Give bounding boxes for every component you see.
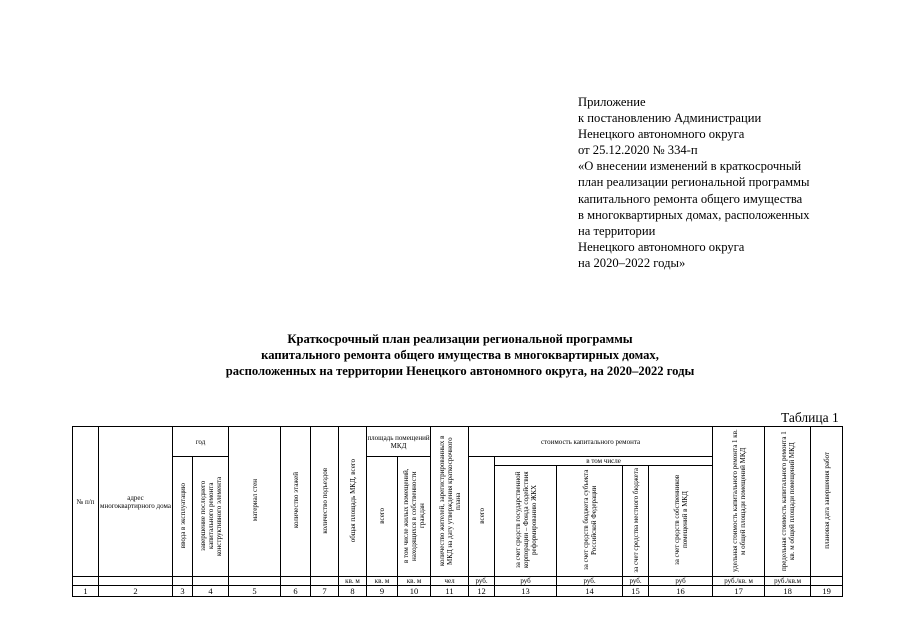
header-cost-total: всего bbox=[469, 457, 495, 577]
unit-cell: руб./кв.м bbox=[765, 577, 811, 586]
annex-header bbox=[578, 94, 878, 271]
unit-cell: руб. bbox=[623, 577, 649, 586]
column-number: 19 bbox=[811, 586, 843, 597]
column-number: 16 bbox=[649, 586, 713, 597]
header-planned-date: плановая дата завершения работ bbox=[811, 427, 843, 577]
column-numbers-row bbox=[73, 586, 843, 597]
title-line: капитального ремонта общего имущества в многоквартирных домах, bbox=[261, 348, 659, 362]
annex-line: капитального ремонта общего имущества bbox=[578, 191, 803, 206]
header-cost-region: за счет средств бюджета субъекта Российской Федерации bbox=[557, 466, 623, 577]
header-cost-group: стоимость капитального ремонта bbox=[469, 427, 713, 457]
unit-cell: руб./кв. м bbox=[713, 577, 765, 586]
header-address: адрес многоквартирного дома bbox=[99, 427, 173, 577]
column-number: 10 bbox=[398, 586, 431, 597]
annex-line: к постановлению Администрации bbox=[578, 111, 762, 126]
header-floors: количество этажей bbox=[281, 427, 311, 577]
annex-line: Ненецкого автономного округа bbox=[578, 127, 745, 142]
column-number: 8 bbox=[339, 586, 367, 597]
unit-cell: кв. м bbox=[339, 577, 367, 586]
unit-cell: руб bbox=[649, 577, 713, 586]
column-number: 11 bbox=[431, 586, 469, 597]
header-cost-fund: за счет средств государственной корпорации – Фонда содействия реформированию ЖКХ bbox=[495, 466, 557, 577]
annex-line: на территории bbox=[578, 223, 656, 238]
unit-cell: руб bbox=[495, 577, 557, 586]
unit-cell bbox=[811, 577, 843, 586]
unit-cell bbox=[173, 577, 193, 586]
header-unit-cost: удельная стоимость капитального ремонта 1 кв. м общей площади помещений МКД bbox=[713, 427, 765, 577]
title-line: расположенных на территории Ненецкого автономного округа, на 2020–2022 годы bbox=[225, 364, 695, 378]
document-title bbox=[150, 331, 770, 379]
annex-line: «О внесении изменений в краткосрочный bbox=[578, 159, 802, 174]
column-number: 1 bbox=[73, 586, 99, 597]
header-wall-material: материал стен bbox=[229, 427, 281, 577]
unit-cell bbox=[193, 577, 229, 586]
header-total-area: общая площадь МКД, всего bbox=[339, 427, 367, 577]
unit-cell bbox=[229, 577, 281, 586]
header-area-citizens: в том числе жилых помещений, находящихся в собственности граждан bbox=[398, 457, 431, 577]
header-num: № п/п bbox=[73, 427, 99, 577]
column-number: 9 bbox=[367, 586, 398, 597]
unit-cell: чел bbox=[431, 577, 469, 586]
annex-line: от 25.12.2020 № 334-п bbox=[578, 143, 698, 158]
unit-cell: руб. bbox=[557, 577, 623, 586]
column-number: 7 bbox=[311, 586, 339, 597]
column-number: 15 bbox=[623, 586, 649, 597]
title-line: Краткосрочный план реализации региональной программы bbox=[287, 332, 633, 346]
column-number: 6 bbox=[281, 586, 311, 597]
header-area-group: площадь помещений МКД bbox=[367, 427, 431, 457]
header-year-group: год bbox=[173, 427, 229, 457]
annex-line: план реализации региональной программы bbox=[578, 175, 810, 190]
header-cost-owners: за счет средств собственников помещений в МКД bbox=[649, 466, 713, 577]
column-number: 13 bbox=[495, 586, 557, 597]
header-area-total: всего bbox=[367, 457, 398, 577]
header-entrances: количество подъездов bbox=[311, 427, 339, 577]
unit-cell bbox=[99, 577, 173, 586]
header-year-commission: ввода в эксплуатацию bbox=[173, 457, 193, 577]
unit-cell bbox=[311, 577, 339, 586]
column-number: 17 bbox=[713, 586, 765, 597]
annex-line: на 2020–2022 годы» bbox=[578, 255, 686, 270]
header-cost-local: за счет средства местного бюджета bbox=[623, 466, 649, 577]
header-including: в том числе bbox=[495, 457, 713, 466]
unit-cell bbox=[281, 577, 311, 586]
header-residents: количество жителей, зарегистрированных в МКД на дату утверждения краткосрочного плана bbox=[431, 427, 469, 577]
column-number: 5 bbox=[229, 586, 281, 597]
column-number: 12 bbox=[469, 586, 495, 597]
annex-line: Приложение bbox=[578, 95, 646, 109]
header-max-cost: предельная стоимость капитального ремонта 1 кв. м общей площади помещений МКД bbox=[765, 427, 811, 577]
header-year-repair: завершение последнего капитального ремонта конструктивного элемента bbox=[193, 457, 229, 577]
unit-cell: руб. bbox=[469, 577, 495, 586]
annex-line: Ненецкого автономного округа bbox=[578, 239, 745, 254]
column-number: 3 bbox=[173, 586, 193, 597]
unit-cell bbox=[73, 577, 99, 586]
units-row bbox=[73, 577, 843, 586]
column-number: 14 bbox=[557, 586, 623, 597]
capital-repair-table bbox=[72, 426, 843, 597]
column-number: 4 bbox=[193, 586, 229, 597]
unit-cell: кв. м bbox=[367, 577, 398, 586]
unit-cell: кв. м bbox=[398, 577, 431, 586]
annex-line: в многоквартирных домах, расположенных bbox=[578, 207, 810, 222]
column-number: 18 bbox=[765, 586, 811, 597]
table-label: Таблица 1 bbox=[781, 410, 839, 425]
column-number: 2 bbox=[99, 586, 173, 597]
